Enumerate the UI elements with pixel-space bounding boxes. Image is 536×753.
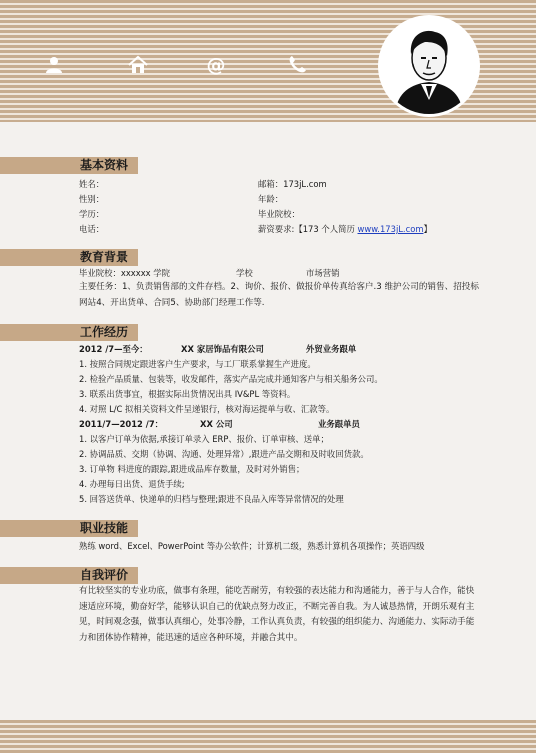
home-icon [127,54,149,76]
skills-text: 熟练 word、Excel、PowerPoint 等办公软件；计算机二级，熟悉计算机各项操作；英语四级 [79,541,425,551]
phone-icon [286,54,308,76]
education-school: 毕业院校：xxxxxx 学院 [79,268,171,278]
section-title-work: 工作经历 [80,325,129,339]
salary-link[interactable]: www.173jL.com [357,224,424,234]
job2-company: XX 公司 [200,419,233,429]
job2-item: 3. 订单物 料进度的跟踪,跟进成品库存数量，及时对外销售； [79,464,305,474]
education-school-col: 学校 [236,268,253,278]
section-title-skills: 职业技能 [80,521,129,535]
email-label: 邮箱：173jL.com [258,179,327,189]
salary-line [258,223,432,235]
job1-item: 1. 按照合同规定跟进客户生产要求，与工厂联系掌握生产进度。 [79,359,316,369]
job2-item: 4. 办理每日出货、退货手续; [79,479,185,489]
education-duties: 主要任务：1、负责销售部的文件存档。2、询价、报价、做报价单传真给客户.3 维护公司的销售、招投标网站4、开出货单、合同5、协助部门经理工作等. [79,282,479,308]
person-icon [43,54,65,76]
job2-period: 2011/7—2012 /7： [79,419,164,429]
section-title-basic: 基本资料 [80,158,129,172]
school-label: 毕业院校： [258,209,300,219]
name-label: 姓名： [79,179,105,189]
job1-item: 4. 对照 L/C 拟相关资料文件呈递银行，核对海运提单与收、汇款等。 [79,404,335,414]
job1-item: 2. 检验产品质量、包装等，收发邮件，落实产品完成并通知客户与相关船务公司。 [79,374,383,384]
job2-item: 2. 协调品质、交期（协调、沟通、处理异常）,跟进产品交期和及时收回货款。 [79,449,369,459]
salary-prefix: 薪资要求:【173 个人简历 [258,224,358,234]
age-label: 年龄： [258,194,284,204]
education-label: 学历： [79,209,105,219]
job1-company: XX 家居饰品有限公司 [181,344,264,354]
education-major: 市场营销 [306,268,340,278]
job1-period: 2012 /7—至今： [79,344,148,354]
job2-item: 1. 以客户订单为依据,承接订单录入 ERP、报价、订单审核、送单； [79,434,329,444]
at-icon: @ [206,54,226,76]
job2-item: 5. 回答送货单、快递单的归档与整理;跟进不良品入库等异常情况的处理 [79,494,344,504]
gender-label: 性别： [79,194,105,204]
job1-role: 外贸业务跟单 [306,344,357,354]
job2-role: 业务跟单员 [318,419,360,429]
phone-label: 电话： [79,224,105,234]
salary-suffix: 】 [423,224,432,234]
job1-item: 3. 联系出货事宜，根据实际出货情况出具 IV&PL 等资料。 [79,389,296,399]
self-evaluation-text: 有比较坚实的专业功底，做事有条理，能吃苦耐劳，有较强的表达能力和沟通能力，善于与人合作，能快速适应环境，勤奋好学，能够认识自己的优缺点努力改正，不断完善自我。为人诚恳热情，开朗乐观有主见，时间观念强，做事认真细心，处事冷静，工作认真负责，有较强的组织能力、沟通能力、实际动手能力和团体协作精神，能迅速的适应各种环境，并融合其中。 [79,586,475,643]
profile-photo [381,18,477,114]
section-title-self: 自我评价 [80,568,129,582]
footer-band [0,720,536,753]
section-title-education: 教育背景 [80,250,129,264]
